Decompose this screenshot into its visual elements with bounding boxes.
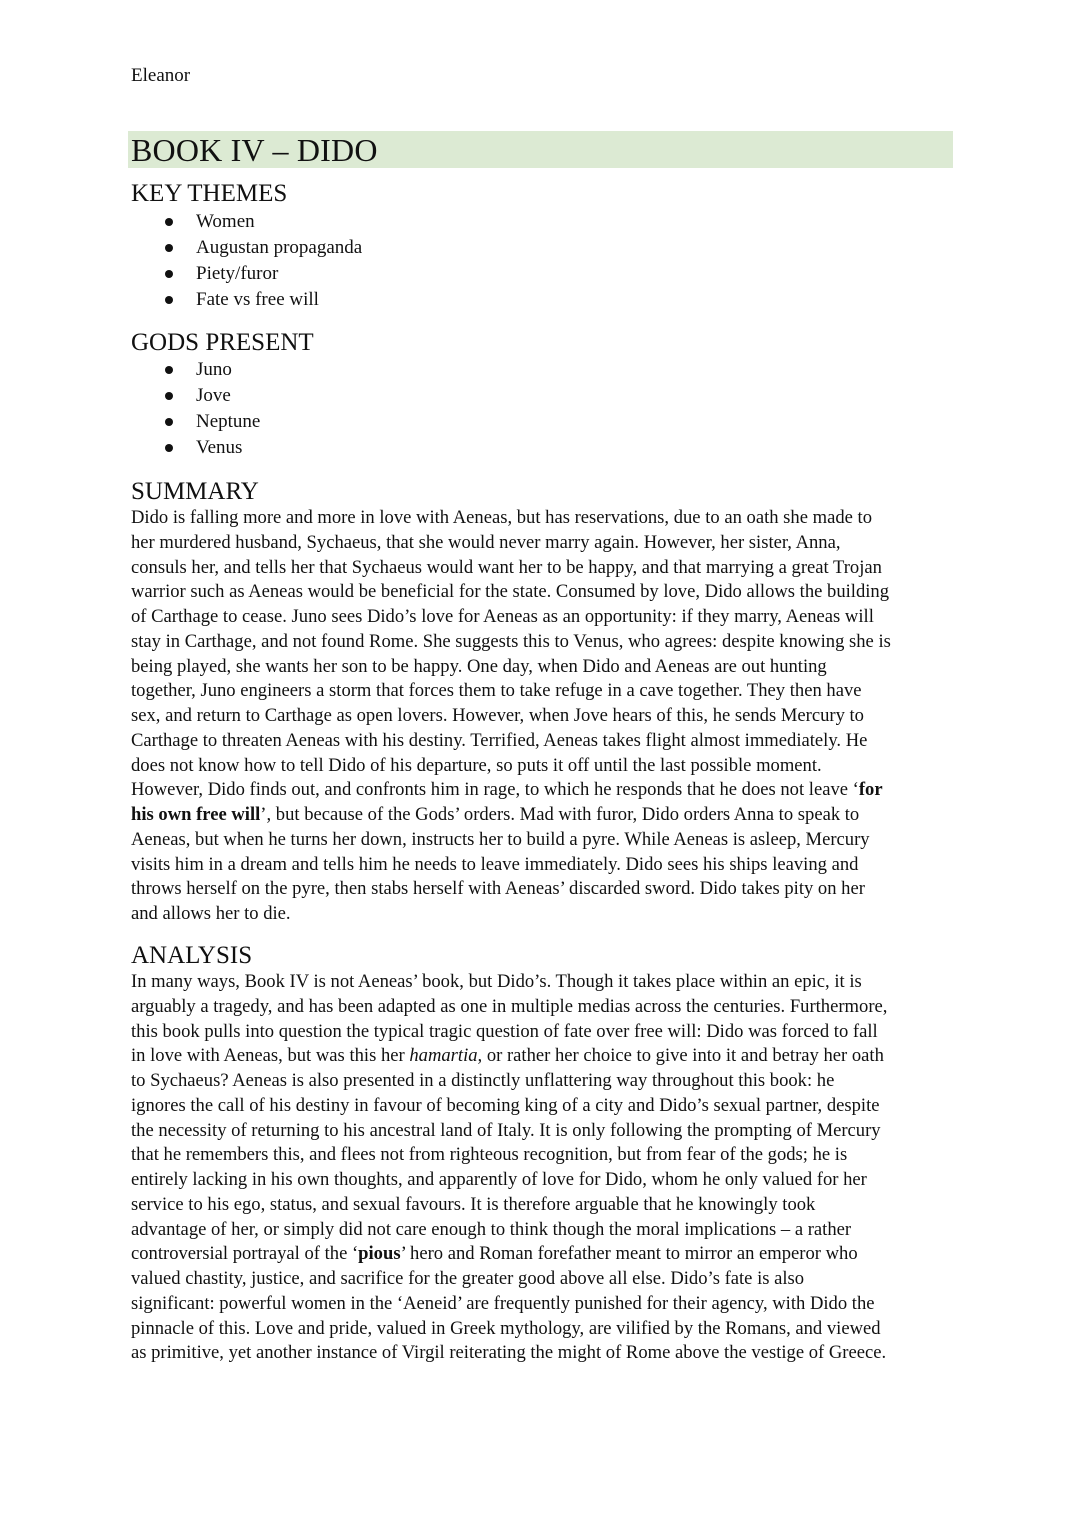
text-run: However, Dido finds out, and confronts him in rage, to which he responds that he does not leave ‘ — [131, 779, 859, 801]
paragraph-line — [131, 531, 961, 556]
text-run: sex, and return to Carthage as open lovers. However, when Jove hears of this, he sends Mercury to — [131, 705, 864, 726]
paragraph-line — [131, 1242, 961, 1267]
paragraph-line — [131, 1094, 961, 1119]
text-run: ’, but because of the Gods’ orders. Mad with furor, Dido orders Anna to speak to — [260, 804, 860, 825]
paragraph-line — [131, 853, 961, 878]
text-run: this book pulls into question the typical tragic question of fate over free will: Dido was forced to fall — [131, 1020, 878, 1042]
text-run: together, Juno engineers a storm that forces them to take refuge in a cave together. They then have — [131, 680, 862, 702]
paragraph-line — [131, 1119, 961, 1144]
text-run: and allows her to die. — [131, 903, 291, 924]
paragraph-line — [131, 970, 961, 995]
paragraph-line — [131, 1044, 961, 1069]
gods-present-heading: GODS PRESENT — [131, 329, 314, 356]
paragraph-line — [131, 630, 961, 655]
summary-heading: SUMMARY — [131, 478, 259, 505]
text-run: Dido is falling more and more in love with Aeneas, but has reservations, due to an oath she made to — [131, 507, 872, 528]
list-item-text: Juno — [196, 359, 232, 380]
bullet-icon — [165, 244, 173, 252]
text-run: ’ hero and Roman forefather meant to mirror an emperor who — [400, 1243, 858, 1265]
title-banner — [128, 131, 953, 168]
page-title: BOOK IV – DIDO — [131, 132, 378, 168]
list-item-text: Neptune — [196, 411, 261, 432]
key-themes-heading: KEY THEMES — [131, 180, 288, 207]
bullet-icon — [165, 296, 173, 304]
bullet-icon — [165, 366, 173, 374]
paragraph-line — [131, 1020, 961, 1045]
paragraph-line — [131, 655, 961, 680]
text-run: stay in Carthage, and not found Rome. She suggests this to Venus, who agrees: despite knowing she is — [131, 630, 891, 652]
text-run: throws herself on the pyre, then stabs herself with Aeneas’ discarded sword. Dido takes pity on her — [131, 878, 865, 900]
text-run: does not know how to tell Dido of his departure, so puts it off until the last possible moment. — [131, 754, 822, 776]
paragraph-line — [131, 828, 961, 853]
bold-text: for — [858, 779, 883, 801]
italic-text: hamartia, — [409, 1045, 483, 1067]
list-item-text: Piety/furor — [196, 263, 279, 284]
paragraph-line — [131, 1143, 961, 1168]
summary-paragraph — [131, 506, 961, 927]
bold-text: his own free will — [131, 804, 261, 825]
analysis-heading: ANALYSIS — [131, 942, 253, 969]
paragraph-line — [131, 679, 961, 704]
text-run: arguably a tragedy, and has been adapted as one in multiple medias across the centuries. Furthermore, — [131, 995, 888, 1017]
bullet-icon — [165, 418, 173, 426]
list-item-text: Augustan propaganda — [196, 237, 363, 258]
paragraph-line — [131, 1193, 961, 1218]
text-run: her murdered husband, Sychaeus, that she would never marry again. However, her sister, Anna, — [131, 531, 841, 553]
text-run: controversial portrayal of the ‘ — [131, 1243, 359, 1265]
list-item-text: Fate vs free will — [196, 289, 319, 310]
paragraph-line — [131, 605, 961, 630]
list-item-text: Venus — [196, 437, 243, 458]
paragraph-line — [131, 580, 961, 605]
text-run: to Sychaeus? Aeneas is also presented in a distinctly unflattering way throughout this book: he — [131, 1070, 835, 1091]
text-run: being played, she wants her son to be happy. One day, when Dido and Aeneas are out hunting — [131, 655, 827, 677]
paragraph-line — [131, 902, 961, 927]
paragraph-line — [131, 704, 961, 729]
list-item-text: Women — [196, 211, 255, 232]
text-run: warrior such as Aeneas would be beneficial for the state. Consumed by love, Dido allows the building — [131, 581, 890, 603]
analysis-paragraph — [131, 970, 961, 1366]
text-run: advantage of her, or simply did not care enough to think though the moral implications – a rather — [131, 1218, 852, 1240]
text-run: Carthage to threaten Aeneas with his destiny. Terrified, Aeneas takes flight almost immediately. He — [131, 729, 868, 751]
text-run: ignores the call of his destiny in favour of becoming king of a city and Dido’s sexual partner, despite — [131, 1094, 880, 1116]
paragraph-line — [131, 877, 961, 902]
text-run: valued chastity, justice, and sacrifice for the greater good above all else. Dido’s fate is also — [131, 1268, 805, 1289]
paragraph-line — [131, 778, 961, 803]
paragraph-line — [131, 1317, 961, 1342]
text-run: entirely lacking in his own thoughts, and apparently of love for Dido, whom he only valued for her — [131, 1169, 867, 1190]
text-run: or rather her choice to give into it and betray her oath — [482, 1045, 884, 1067]
list-item-text: Jove — [196, 385, 231, 406]
paragraph-line — [131, 1267, 961, 1292]
paragraph-line — [131, 1218, 961, 1243]
text-run: the necessity of returning to his ancestral land of Italy. It is only following the prompting of Mercury — [131, 1119, 881, 1141]
bullet-icon — [165, 444, 173, 452]
text-run: visits him in a dream and tells him he needs to leave immediately. Dido sees his ships leaving and — [131, 853, 859, 875]
paragraph-line — [131, 1069, 961, 1094]
paragraph-line — [131, 556, 961, 581]
text-run: that he remembers this, and flees not from righteous recognition, but from fear of the gods; he is — [131, 1144, 848, 1166]
paragraph-line — [131, 1168, 961, 1193]
text-run: pinnacle of this. Love and pride, valued in Greek mythology, are vilified by the Romans, and viewed — [131, 1317, 881, 1339]
text-run: of Carthage to cease. Juno sees Dido’s love for Aeneas as an opportunity: if they marry, Aeneas will — [131, 606, 874, 627]
bullet-icon — [165, 218, 173, 226]
paragraph-line — [131, 995, 961, 1020]
bold-text: pious — [358, 1243, 401, 1265]
text-run: significant: powerful women in the ‘Aeneid’ are frequently punished for their agency, with Dido the — [131, 1292, 875, 1314]
bullet-icon — [165, 270, 173, 278]
text-run: Aeneas, but when he turns her down, instructs her to build a pyre. While Aeneas is asleep, Mercury — [131, 828, 870, 850]
paragraph-line — [131, 803, 961, 828]
text-run: service to his ego, status, and sexual favours. It is therefore arguable that he knowingly took — [131, 1193, 816, 1215]
author-name: Eleanor — [131, 65, 191, 86]
paragraph-line — [131, 1341, 961, 1366]
paragraph-line — [131, 1292, 961, 1317]
paragraph-line — [131, 754, 961, 779]
paragraph-line — [131, 729, 961, 754]
text-run: as primitive, yet another instance of Virgil reiterating the might of Rome above the vestige of Greece. — [131, 1342, 887, 1364]
text-run: consuls her, and tells her that Sychaeus would want her to be happy, and that marrying a great Trojan — [131, 556, 882, 578]
paragraph-line — [131, 506, 961, 531]
text-run: In many ways, Book IV is not Aeneas’ book, but Dido’s. Though it takes place within an epic, it is — [131, 971, 862, 992]
text-run: in love with Aeneas, but was this her — [131, 1045, 410, 1067]
bullet-icon — [165, 392, 173, 400]
